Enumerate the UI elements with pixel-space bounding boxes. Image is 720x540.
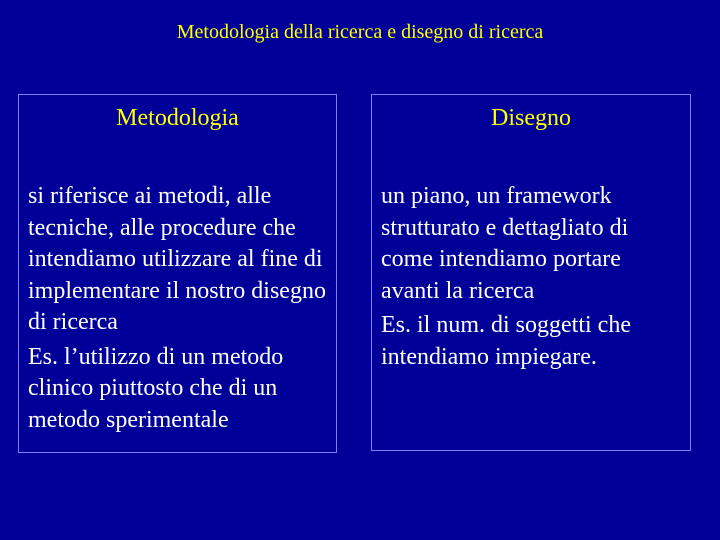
- disegno-example: Es. il num. di soggetti che intendiamo impiegare.: [381, 312, 631, 370]
- disegno-heading: Disegno: [491, 105, 571, 131]
- metodologia-body: [28, 181, 330, 436]
- slide-title: Metodologia della ricerca e disegno di ricerca: [176, 21, 544, 43]
- metodologia-example: Es. l’utilizzo di un metodo clinico piuttosto che di un metodo sperimentale: [28, 343, 284, 433]
- metodologia-heading: Metodologia: [116, 105, 239, 131]
- metodologia-box: [18, 94, 337, 453]
- disegno-box: [371, 94, 691, 451]
- disegno-definition: un piano, un framework strutturato e dettagliato di come intendiamo portare avanti la ricerca: [381, 183, 629, 304]
- disegno-body: [381, 181, 684, 373]
- metodologia-definition: si riferisce ai metodi, alle tecniche, alle procedure che intendiamo utilizzare al fine di implementare il nostro disegno di ricerca: [28, 183, 326, 335]
